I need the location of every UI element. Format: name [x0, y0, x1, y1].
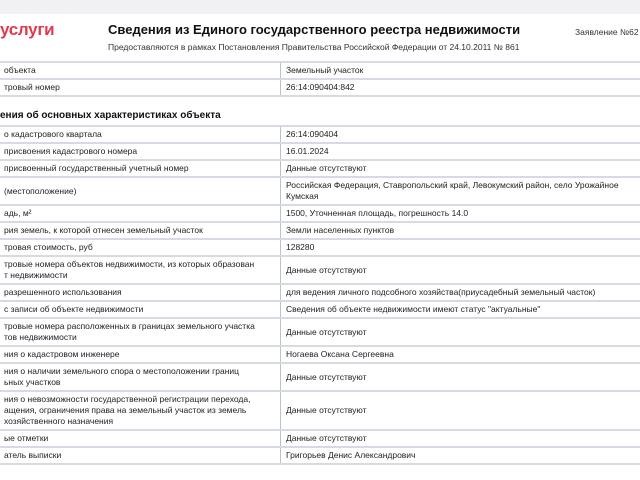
table-row — [0, 177, 640, 205]
table-row — [0, 126, 640, 143]
table-row — [0, 205, 640, 222]
object-table — [0, 61, 640, 97]
table-row — [0, 430, 640, 447]
table-row — [0, 62, 640, 79]
row-value: Данные отсутствуют — [281, 391, 640, 430]
row-label: ния о кадастровом инженере — [0, 346, 281, 363]
row-label: присвоения кадастрового номера — [0, 143, 281, 160]
table-row — [0, 79, 640, 96]
table-row — [0, 346, 640, 363]
row-label: тровая стоимость, руб — [0, 239, 281, 256]
characteristics-table — [0, 125, 640, 465]
table-row — [0, 222, 640, 239]
row-value: Данные отсутствуют — [281, 363, 640, 391]
top-bar — [0, 0, 640, 14]
row-value: Данные отсутствуют — [281, 160, 640, 177]
row-value: Данные отсутствуют — [281, 256, 640, 284]
row-value: для ведения личного подсобного хозяйства(приусадебный земельный часток) — [281, 284, 640, 301]
row-value: Ногаева Оксана Сергеевна — [281, 346, 640, 363]
row-value: Данные отсутствуют — [281, 318, 640, 346]
row-value: Российская Федерация, Ставропольский край, Левокумский район, село Урожайное Кумская — [281, 177, 640, 205]
row-value: Сведения об объекте недвижимости имеют статус "актуальные" — [281, 301, 640, 318]
table-row — [0, 160, 640, 177]
table-row — [0, 239, 640, 256]
row-value: 26:14:090404:842 — [281, 79, 640, 96]
document-subtitle: Предоставляются в рамках Постановления Правительства Российской Федерации от 24.10.2011 № 861 — [108, 42, 520, 52]
row-value: 128280 — [281, 239, 640, 256]
row-value: 16.01.2024 — [281, 143, 640, 160]
row-label: рия земель, к которой отнесен земельный участок — [0, 222, 281, 239]
row-label: (местоположение) — [0, 177, 281, 205]
row-label: присвоенный государственный учетный номер — [0, 160, 281, 177]
table-row — [0, 256, 640, 284]
table-row — [0, 143, 640, 160]
row-value: Земельный участок — [281, 62, 640, 79]
row-label: адь, м² — [0, 205, 281, 222]
table-row — [0, 284, 640, 301]
table-row — [0, 363, 640, 391]
table-row — [0, 447, 640, 464]
row-label: тровый номер — [0, 79, 281, 96]
row-label: атель выписки — [0, 447, 281, 464]
table-row — [0, 391, 640, 430]
row-label: ые отметки — [0, 430, 281, 447]
document-title: Сведения из Единого государственного реестра недвижимости — [108, 22, 521, 37]
row-label: о кадастрового квартала — [0, 126, 281, 143]
row-label: с записи об объекте недвижимости — [0, 301, 281, 318]
row-value: Данные отсутствуют — [281, 430, 640, 447]
table-row — [0, 318, 640, 346]
row-label: разрешенного использования — [0, 284, 281, 301]
table-row — [0, 301, 640, 318]
row-value: 1500, Уточненная площадь, погрешность 14.0 — [281, 205, 640, 222]
row-label: тровые номера расположенных в границах земельного участка тов недвижимости — [0, 318, 281, 346]
row-label: тровые номера объектов недвижимости, из которых образован т недвижимости — [0, 256, 281, 284]
row-label: ния о наличии земельного спора о местоположении границ ьных участков — [0, 363, 281, 391]
row-label: ния о невозможности государственной регистрации перехода, ащения, ограничения права на земельный участок из земель хозяйственного назначения — [0, 391, 281, 430]
row-value: 26:14:090404 — [281, 126, 640, 143]
statement-number: Заявление №62 — [575, 27, 639, 37]
row-value: Земли населенных пунктов — [281, 222, 640, 239]
row-label: объекта — [0, 62, 281, 79]
gosuslugi-logo: услуги — [0, 20, 55, 39]
section-title: ения об основных характеристиках объекта — [0, 110, 221, 121]
row-value: Григорьев Денис Александрович — [281, 447, 640, 464]
